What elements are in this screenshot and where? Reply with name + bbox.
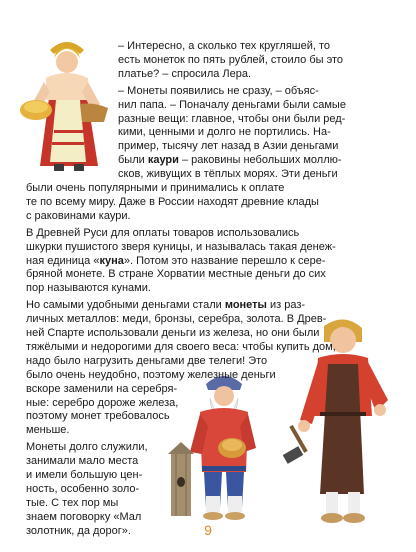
bold-term: монеты: [224, 299, 267, 312]
old-man-with-bread-illustration: [186, 368, 264, 528]
text-line: [118, 85, 319, 98]
text-line: [26, 397, 178, 410]
text-line: [26, 313, 326, 326]
text-line: [26, 327, 319, 340]
text-line: [118, 40, 330, 53]
text-segment: было очень неудобно, поэтому железные деньги: [26, 368, 276, 381]
text-line: [26, 497, 118, 510]
text-line: [26, 355, 267, 368]
text-line: [26, 268, 326, 281]
text-segment: – Монеты появились не сразу, – объяс-: [118, 84, 319, 97]
text-segment: сков, живущих в тёплых морях. Эти деньги: [118, 168, 338, 181]
text-line: [26, 424, 69, 437]
text-segment: шкурки пушистого зверя куницы, и называлась такая денеж-: [26, 240, 336, 253]
text-line: [26, 299, 305, 312]
text-line: [26, 369, 276, 382]
text-segment: Монеты долго служили,: [26, 441, 148, 454]
bold-term: куна: [99, 254, 124, 267]
text-line: [118, 113, 345, 126]
text-segment: бряной монете. В стране Хорватии местные деньги до сих: [26, 268, 326, 281]
text-segment: тяжёлыми и недорогими для своего веса: чтобы купить дом,: [26, 340, 336, 353]
text-line: [26, 182, 284, 195]
text-line: [26, 227, 299, 240]
text-line: [26, 210, 131, 223]
text-line: [26, 525, 131, 538]
text-segment: ». Потом это название перешло к сере-: [123, 254, 326, 267]
text-line: [26, 410, 170, 423]
text-segment: занимали мало места: [26, 455, 139, 468]
text-line: [118, 54, 343, 67]
text-segment: вскоре заменили на серебря-: [26, 382, 178, 395]
text-segment: пор называются кунами.: [26, 282, 151, 295]
text-line: [118, 154, 342, 167]
text-segment: были очень популярными и принимались к оплате: [26, 182, 285, 194]
text-line: [26, 483, 139, 496]
text-segment: те по всему миру. Даже в России находят древние клады: [26, 195, 319, 208]
beehive-illustration: [166, 440, 196, 520]
text-line: [118, 140, 338, 153]
text-segment: нил папа. – Поначалу деньгами были самые: [118, 98, 346, 111]
text-segment: золотник, да дорог».: [26, 524, 131, 537]
text-segment: меньше.: [26, 424, 70, 437]
text-line: [26, 241, 336, 254]
text-line: [26, 455, 138, 468]
text-segment: с раковинами каури.: [26, 209, 131, 222]
text-line: [26, 469, 142, 482]
text-line: [26, 383, 177, 396]
text-segment: тые. С тех пор мы: [26, 496, 119, 509]
page-number: 9: [204, 522, 212, 538]
text-line: [118, 126, 331, 139]
text-segment: и имели большую цен-: [26, 469, 143, 481]
text-segment: В Древней Руси для оплаты товаров использовались: [26, 226, 300, 239]
text-segment: ность, особенно золо-: [26, 482, 140, 495]
text-segment: ная единица «: [26, 254, 100, 267]
text-segment: пример, тысячу лет назад в Азии деньгами: [118, 140, 339, 153]
text-line: [26, 282, 151, 295]
text-segment: разные вещи: главное, чтобы они были ред-: [118, 112, 346, 125]
text-segment: кими, ценными и долго не портились. На-: [118, 126, 331, 139]
text-segment: из раз-: [266, 299, 306, 312]
text-segment: платье? – спросила Лера.: [118, 67, 252, 80]
text-segment: ные: серебро дороже железа,: [26, 396, 179, 409]
text-segment: поэтому монет требовалось: [26, 410, 170, 423]
text-segment: – раковины небольших моллю-: [178, 154, 342, 167]
text-segment: знаем поговорку «Мал: [26, 510, 142, 523]
text-segment: – Интересно, а сколько тех кругляшей, то: [118, 40, 331, 52]
girl-with-bread-illustration: [20, 38, 112, 172]
text-line: [26, 441, 148, 454]
text-line: [26, 341, 336, 354]
text-segment: надо было нагрузить деньгами две телеги! Это: [26, 354, 268, 367]
text-line: [26, 255, 326, 268]
text-segment: ней Спарте использовали деньги из железа, но они были: [26, 327, 320, 339]
text-line: [118, 68, 251, 81]
bold-term: каури: [147, 154, 179, 167]
text-line: [26, 196, 319, 209]
text-line: [118, 168, 338, 181]
text-segment: есть монеток по пять рублей, стоило бы это: [118, 53, 343, 66]
text-segment: были: [118, 154, 148, 167]
text-line: [118, 99, 346, 112]
text-segment: личных металлов: меди, бронзы, серебра, золота. В Древ-: [26, 313, 327, 326]
text-line: [26, 511, 141, 524]
text-segment: Но самыми удобными деньгами стали: [26, 299, 225, 312]
